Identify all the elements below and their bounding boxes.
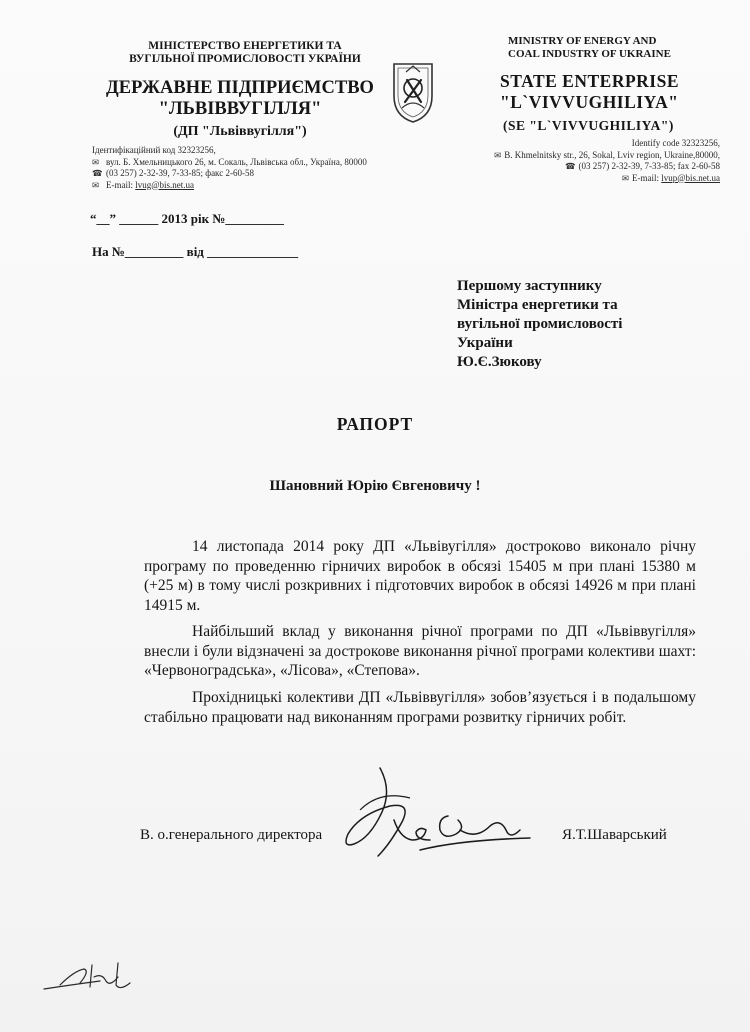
ministry-name-en: MINISTRY OF ENERGY AND COAL INDUSTRY OF UKRAINE (508, 35, 671, 60)
enterprise-name-ua: ДЕРЖАВНЕ ПІДПРИЄМСТВО "ЛЬВІВВУГІЛЛЯ" (106, 78, 374, 119)
salutation: Шановний Юрію Євгеновичу ! (269, 478, 481, 494)
outgoing-number-line: “__” ______ 2013 рік №_________ (90, 211, 284, 226)
enterprise-name-en: STATE ENTERPRISE "L`VIVVUGHILIYA" (500, 71, 680, 112)
email-icon: ✉ (92, 179, 100, 190)
phone-icon: ☎ (564, 161, 576, 171)
document-title: РАПОРТ (336, 414, 414, 434)
email-ua[interactable]: lvug@bis.net.ua (135, 179, 195, 190)
emblem-logo (388, 58, 438, 126)
handwritten-signature (320, 760, 540, 880)
paragraph-3: Прохідницькі колективи ДП «Львіввугілля» зобов’язується і в подальшому стабільно працювати над виконанням програми розвитку гірничих робіт. (144, 689, 696, 726)
contact-info-en: Identify code 32323256, ✉ B. Khmelnitsky str., 26, Sokal, Lviv region, Ukraine,80000, ☎ (03 257) 2-32-39, 7-33-85; fax 2-60-58 ✉ E-mail: lvup@bis.net.ua (440, 138, 720, 184)
phone-en: (03 257) 2-32-39, 7-33-85; fax 2-60-58 (578, 161, 720, 171)
ministry-name-ua: МІНІСТЕРСТВО ЕНЕРГЕТИКИ ТА ВУГІЛЬНОЇ ПРОМИСЛОВОСТІ УКРАЇНИ (129, 40, 361, 65)
phone-ua: (03 257) 2-32-39, 7-33-85; факс 2-60-58 (106, 168, 254, 178)
paragraph-2: Найбільший вклад у виконання річної програми по ДП «Львіввугілля» внесли і були відзначені за дострокове виконання річної програми колективи шахт: «Червоноградська», «Лісова», «Степова». (144, 623, 696, 679)
reference-number-line: На №_________ від ______________ (92, 244, 299, 259)
paragraph-1: 14 листопада 2014 року ДП «Львівугілля» достроково виконало річну програму по проведенню гірничих виробок в обсязі 15405 м при плані 15380 м (+25 м) в тому числі розкривних і підготовчих виробок в обсязі 14926 м при плані 14915 м. (144, 538, 696, 614)
contact-info-ua: Ідентифікаційний код 32323256, ✉ вул. Б. Хмельницького 26, м. Сокаль, Львівська обл., Україна, 80000 ☎ (03 257) 2-32-39, 7-33-85; факс 2-60-58 ✉ E-mail: lvug@bis.net.ua (92, 145, 367, 190)
enterprise-short-name-en: (SE "L`VIVVUGHILIYA") (503, 118, 674, 133)
enterprise-short-name-ua: (ДП "Львіввугілля") (173, 124, 307, 139)
signatory-position: В. о.генерального директора (140, 827, 323, 843)
phone-icon: ☎ (92, 168, 103, 178)
address-ua: вул. Б. Хмельницького 26, м. Сокаль, Львівська обл., Україна, 80000 (106, 156, 367, 167)
address-en: B. Khmelnitsky str., 26, Sokal, Lviv region, Ukraine,80000, (504, 149, 720, 160)
envelope-icon: ✉ (494, 149, 502, 160)
email-en[interactable]: lvup@bis.net.ua (661, 172, 720, 183)
ident-code-ua: Ідентифікаційний код 32323256, (92, 145, 216, 155)
email-icon: ✉ (621, 172, 629, 183)
addressee-block: Першому заступнику Міністра енергетики та вугільної промисловості України Ю.Є.Зюкову (457, 278, 623, 370)
initials-mark (40, 955, 140, 1000)
envelope-icon: ✉ (92, 156, 100, 167)
signatory-name: Я.Т.Шаварський (562, 827, 667, 843)
ident-code-en: Identify code 32323256, (631, 138, 720, 148)
